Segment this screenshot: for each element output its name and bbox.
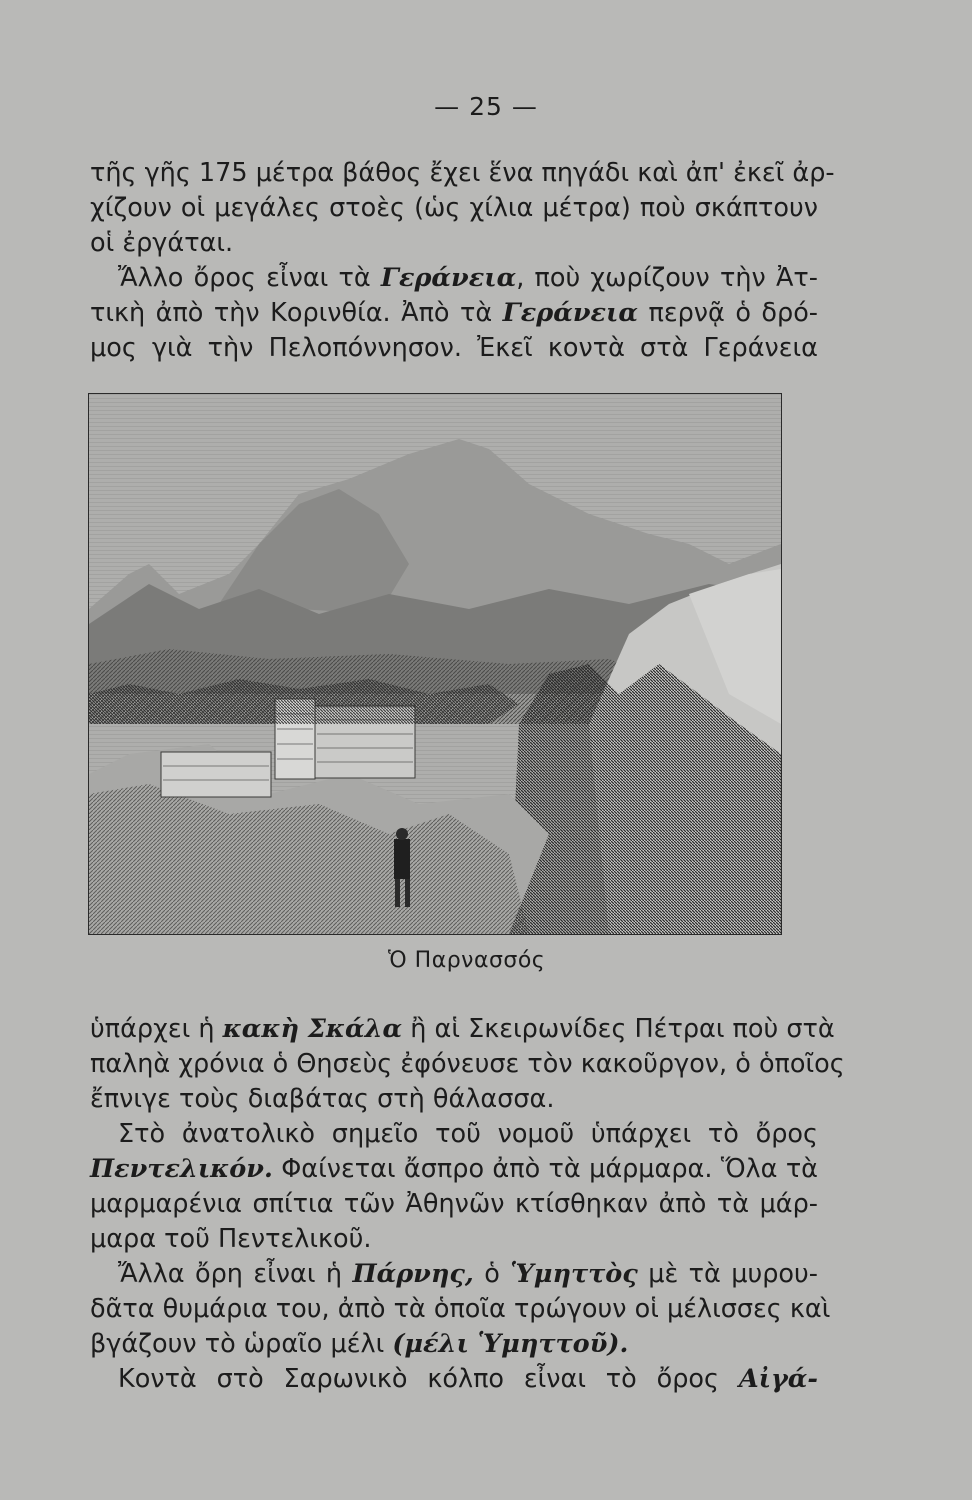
text-line — [90, 1047, 845, 1082]
text-line — [90, 226, 818, 261]
text-run: μος γιὰ τὴν Πελοπόννησον. Ἐκεῖ κοντὰ στὰ Γεράνεια — [90, 333, 818, 363]
text-line — [90, 296, 818, 331]
text-run: μὲ τὰ μυρου- — [637, 1259, 818, 1289]
text-line — [90, 331, 818, 366]
text-run: Ἄλλα ὄρη εἶναι ἡ — [118, 1259, 353, 1289]
text-line — [90, 1082, 818, 1117]
emphasized-term: Πάρνης, — [352, 1259, 474, 1289]
engraving-parnassus — [88, 393, 782, 935]
top-paragraphs — [90, 156, 835, 366]
text-line — [90, 1222, 818, 1257]
text-run: μαρα τοῦ Πεντελικοῦ. — [90, 1224, 372, 1254]
text-run: ἢ αἱ Σκειρωνίδες Πέτραι ποὺ στὰ — [402, 1014, 835, 1044]
text-run: Φαίνεται ἄσπρο ἀπὸ τὰ μάρμαρα. Ὅλα τὰ — [272, 1154, 818, 1184]
emphasized-term: Γεράνεια — [502, 298, 638, 328]
text-line — [90, 1187, 818, 1222]
text-run: παληὰ χρόνια ὁ Θησεὺς ἐφόνευσε τὸν κακοῦργον, ὁ ὁποῖος — [90, 1049, 845, 1079]
text-line — [90, 1012, 835, 1047]
text-line — [90, 1292, 831, 1327]
text-run: , ποὺ χωρίζουν τὴν Ἀτ- — [516, 263, 818, 293]
emphasized-term: κακὴ Σκάλα — [222, 1014, 403, 1044]
text-line — [90, 261, 818, 296]
text-run: τικὴ ἀπὸ τὴν Κορινθία. Ἀπὸ τὰ — [90, 298, 503, 328]
text-line — [90, 156, 835, 191]
bottom-paragraphs — [90, 1012, 845, 1397]
emphasized-term: Γεράνεια — [380, 263, 517, 293]
text-line — [90, 1327, 818, 1362]
text-line — [90, 191, 818, 226]
page-number: — 25 — — [434, 92, 538, 121]
text-line — [90, 1152, 818, 1187]
text-run: Κοντὰ στὸ Σαρωνικὸ κόλπο εἶναι τὸ ὄρος — [118, 1364, 739, 1394]
text-run: περνᾷ ὁ δρό- — [638, 298, 818, 328]
mountain-landscape-illustration — [89, 394, 781, 934]
emphasized-term: Ὑμηττὸς — [510, 1259, 638, 1289]
text-run: μαρμαρένια σπίτια τῶν Ἀθηνῶν κτίσθηκαν ἀπὸ τὰ μάρ- — [90, 1189, 818, 1219]
text-run: ὁ — [473, 1259, 511, 1289]
text-run: τῆς γῆς 175 μέτρα βάθος ἔχει ἕνα πηγάδι καὶ ἀπ' ἐκεῖ ἀρ- — [90, 158, 835, 188]
text-run: βγάζουν τὸ ὡραῖο μέλι — [90, 1329, 393, 1359]
text-run: Στὸ ἀνατολικὸ σημεῖο τοῦ νομοῦ ὑπάρχει τὸ ὄρος — [118, 1119, 818, 1149]
emphasized-term: Αἰγά- — [738, 1364, 818, 1394]
figure-caption: Ὁ Παρνασσός — [388, 948, 546, 973]
text-line — [90, 1117, 818, 1152]
text-run: ἔπνιγε τοὺς διαβάτας στὴ θάλασσα. — [90, 1084, 555, 1114]
text-line — [90, 1257, 818, 1292]
text-run: ὑπάρχει ἡ — [90, 1014, 223, 1044]
text-run: δᾶτα θυμάρια του, ἀπὸ τὰ ὁποῖα τρώγουν οἱ μέλισσες καὶ — [90, 1294, 831, 1324]
emphasized-term: (μέλι Ὑμηττοῦ). — [392, 1329, 629, 1359]
emphasized-term: Πεντελικόν. — [90, 1154, 273, 1184]
text-line — [90, 1362, 818, 1397]
text-run: οἱ ἐργάται. — [90, 228, 234, 258]
text-run: χίζουν οἱ μεγάλες στοὲς (ὡς χίλια μέτρα) ποὺ σκάπτουν — [90, 193, 818, 223]
text-run: Ἄλλο ὄρος εἶναι τὰ — [118, 263, 381, 293]
